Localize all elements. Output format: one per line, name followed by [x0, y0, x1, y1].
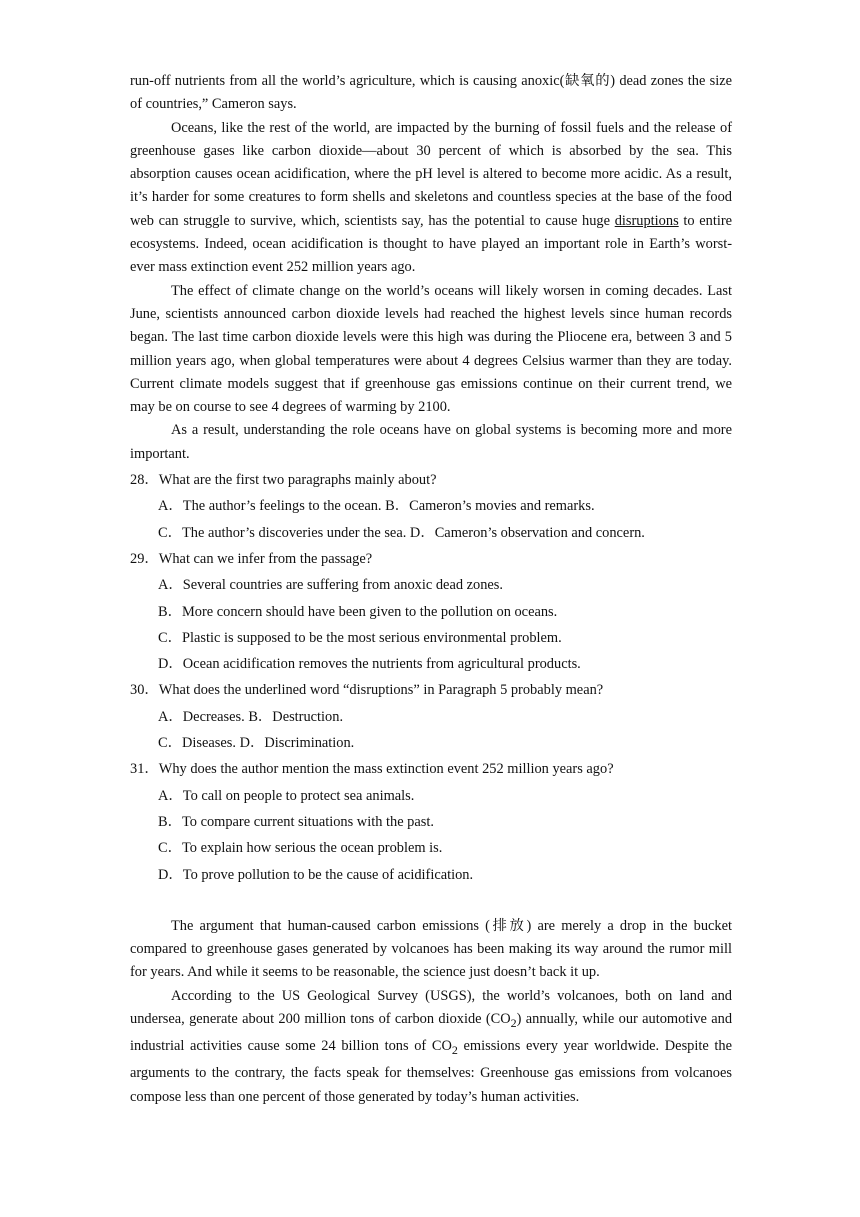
passage1-paragraph-climate: The effect of climate change on the world’s oceans will likely worsen in coming decades. Last June, scientists announced carbon dioxide levels had reached the highest levels since human records began. The last time carbon dioxide levels were this high was during the Pliocene era, between 3 and 5 million years ago, when global temperatures were about 4 degrees Celsius warmer than they are today. Current climate models suggest that if greenhouse gas emissions continue on their current trend, we may be on course to see 4 degrees of warming by 2100. [130, 282, 732, 416]
question-28 [130, 469, 732, 545]
passage1-paragraph-continued: run-off nutrients from all the world’s agriculture, which is causing anoxic(缺氧的) dead zones the size of countries,” Cameron says. [130, 73, 732, 113]
passage1-paragraph-acidification [130, 117, 732, 280]
question-30 [130, 679, 732, 755]
question-stem: 29．What can we infer from the passage? [130, 550, 373, 567]
passage1-paragraph-conclusion: As a result, understanding the role oceans have on global systems is becoming more and more important. [130, 422, 732, 462]
paragraph-text: to entire ecosystems. Indeed, ocean acidification is thought to have played an important role in Earth’s worst-ever mass extinction event 252 million years ago. [130, 212, 732, 276]
option-a[interactable]: A．Decreases. [158, 708, 245, 725]
subscript: 2 [510, 1015, 517, 1030]
option-b[interactable]: B．More concern should have been given to the pollution on oceans. [158, 603, 558, 620]
question-stem: 30．What does the underlined word “disruptions” in Paragraph 5 probably mean? [130, 682, 604, 699]
section-spacer [130, 887, 732, 915]
option-a[interactable]: A．The author’s feelings to the ocean. [158, 498, 382, 515]
paragraph-text: According to the US Geological Survey (USGS), the world’s volcanoes, both on land and undersea, generate about 200 million tons of carbon dioxide (CO [130, 987, 732, 1027]
paragraph-text: Oceans, like the rest of the world, are impacted by the burning of fossil fuels and the release of greenhouse gases like carbon dioxide—about 30 percent of which is absorbed by the sea. This absorption causes ocean acidification, where the pH level is altered to become more acidic. As a result, it’s harder for some creatures to form shells and skeletons and countless species at the base of the food web can struggle to survive, which, scientists say, has the potential to cause huge [130, 119, 732, 229]
paragraph-text: ) annually, while our automotive and industrial activities cause some 24 billion tons of CO [130, 1010, 733, 1055]
option-a[interactable]: A．To call on people to protect sea animals. [158, 787, 415, 804]
option-d[interactable]: D．Cameron’s observation and concern. [409, 524, 645, 541]
passage2-paragraph-usgs [130, 985, 732, 1109]
option-a[interactable]: A．Several countries are suffering from anoxic dead zones. [158, 577, 503, 594]
question-stem: 28．What are the first two paragraphs mainly about? [130, 472, 437, 489]
option-c[interactable]: C．Plastic is supposed to be the most serious environmental problem. [158, 629, 562, 646]
option-c[interactable]: C．The author’s discoveries under the sea. [158, 524, 407, 541]
paragraph-text: emissions every year worldwide. Despite the arguments to the contrary, the facts speak for themselves: Greenhouse gas emissions from volcanoes compose less than one percent of those generated by today’s human activities. [130, 1038, 732, 1105]
option-d[interactable]: D．To prove pollution to be the cause of acidification. [158, 866, 474, 883]
question-31 [130, 758, 732, 886]
option-c[interactable]: C．To explain how serious the ocean problem is. [158, 840, 443, 857]
option-c[interactable]: C．Diseases. [158, 735, 236, 752]
passage2-paragraph-intro: The argument that human-caused carbon emissions (排放) are merely a drop in the bucket compared to greenhouse gases generated by volcanoes has been making its way around the rumor mill for years. And while it seems to be reasonable, the science just doesn’t back it up. [130, 917, 732, 981]
underlined-word: disruptions [614, 212, 679, 229]
subscript: 2 [451, 1043, 458, 1058]
question-29 [130, 548, 732, 676]
document-page [130, 70, 732, 1109]
option-d[interactable]: D．Ocean acidification removes the nutrients from agricultural products. [158, 656, 581, 673]
option-b[interactable]: B．Destruction. [248, 708, 344, 725]
question-stem: 31．Why does the author mention the mass extinction event 252 million years ago? [130, 761, 614, 778]
option-b[interactable]: B．Cameron’s movies and remarks. [385, 498, 595, 515]
option-b[interactable]: B．To compare current situations with the past. [158, 813, 434, 830]
option-d[interactable]: D．Discrimination. [239, 735, 355, 752]
